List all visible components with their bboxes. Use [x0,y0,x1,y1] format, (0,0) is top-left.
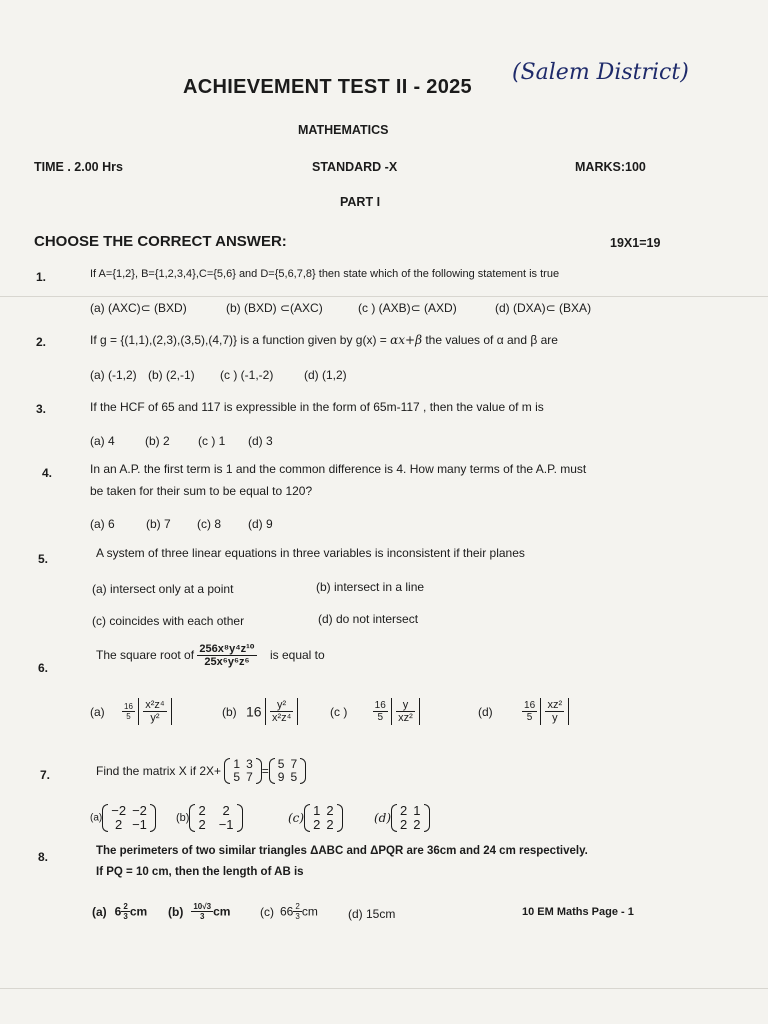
question-text-suffix: the values of α and β are [422,333,558,347]
matrix-cell: 2 [198,817,206,832]
question-text-line1: The perimeters of two similar triangles ΔABC and ΔPQR are 36cm and 24 cm respectively. [96,845,588,857]
expression-numerator: y [396,699,415,712]
part-label: PART I [340,195,381,209]
expression-denominator: y² [150,712,160,724]
option-label: (b) [168,904,184,919]
coefficient-numerator: 16 [124,702,133,711]
marks-label: MARKS:100 [575,160,646,174]
option-label: (a) [90,704,105,719]
option-d: (d) (1,2) [304,368,347,382]
option-b: (b) 2 [145,434,170,448]
option-label: (c ) [330,704,348,719]
coefficient-denominator: 5 [377,712,384,723]
section-marks: 19X1=19 [610,236,661,250]
function-expression: αx+β [390,333,423,347]
option-d [374,804,430,832]
fraction-numerator: 256x⁸y⁴z¹⁰ [199,643,255,655]
question-text [90,333,558,347]
option-label: (c) [260,904,274,919]
subject-heading: MATHEMATICS [298,123,389,137]
test-title: ACHIEVEMENT TEST II - 2025 [183,76,472,98]
whole-number: 6 [114,904,122,919]
expression-numerator: xz² [547,699,563,711]
matrix-cell: 2 [313,817,321,832]
matrix-cell: 1 [233,757,241,771]
unit: cm [129,904,148,919]
option-d: (d) 15cm [348,907,396,921]
option-label: (b) [176,812,190,824]
matrix-cell: 5 [290,770,298,784]
expression-fraction [396,699,415,724]
fraction-denominator: 25x⁶y⁶z⁶ [204,656,250,668]
question-text: If the HCF of 65 and 117 is expressible in the form of 65m-117 , then the value of m is [90,400,544,414]
question-text-prefix: Find the matrix X if 2X+ [96,764,222,778]
matrix-cell: 2 [222,803,230,818]
option-a: (a) 4 [90,434,115,448]
option-b [168,902,230,921]
fraction-denominator: 3 [123,912,128,921]
question-number: 6. [38,661,49,675]
matrix-cell: −1 [132,817,147,832]
coefficient-numerator: 16 [524,700,536,711]
option-label: (c) [288,811,305,825]
absolute-value [138,698,171,725]
option-d [478,698,569,725]
expression-numerator: x²z⁴ [145,699,165,711]
coefficient-denominator: 5 [126,712,131,721]
given-matrix [224,758,261,784]
coefficient-fraction [373,700,388,723]
option-a: (a) intersect only at a point [92,582,234,596]
option-matrix [304,804,342,832]
matrix-cell: 5 [277,757,285,771]
expression-fraction [545,699,564,724]
fraction-numerator: 2 [123,902,128,911]
unit: cm [301,904,318,919]
question-number: 8. [38,850,49,864]
fraction-part [293,902,301,921]
matrix-cell: 2 [326,803,334,818]
time-label: TIME . 2.00 Hrs [34,160,123,174]
option-b [176,804,243,832]
absolute-value [265,698,298,725]
matrix-cell: 2 [413,817,421,832]
option-label: (a) [92,904,107,919]
option-label: (b) [222,704,237,719]
option-b: (b) (2,-1) [148,368,195,382]
option-c: (c) 8 [197,517,221,531]
option-a [90,804,156,832]
option-c: (c ) (AXB)⊂ (AXD) [358,301,457,315]
option-b: (b) 7 [146,517,171,531]
whole-number: 66 [280,904,294,919]
question-text-line2: be taken for their sum to be equal to 120? [90,484,313,498]
expression-denominator: y [552,712,558,724]
question-text-line2: If PQ = 10 cm, then the length of AB is [96,866,304,878]
question-text-suffix: is equal to [269,648,325,662]
matrix-cell: 1 [313,803,321,818]
fraction-part [121,902,129,921]
option-a [92,902,147,921]
section-heading: CHOOSE THE CORRECT ANSWER: [34,233,287,250]
question-number: 1. [36,270,47,284]
option-c: (c ) 1 [198,434,226,448]
district-note: (Salem District) [512,60,689,85]
question-number: 3. [36,402,47,416]
radicand-fraction [197,642,256,668]
matrix-cell: 3 [246,757,253,771]
question-text: If A={1,2}, B={1,2,3,4},C={5,6} and D={5,6,7,8} then state which of the following statement is true [90,268,560,280]
matrix-cell: −2 [111,803,127,818]
matrix-cell: 1 [413,803,421,818]
option-d: (d) do not intersect [318,612,419,626]
matrix-cell: −1 [218,817,234,832]
option-matrix [391,804,429,832]
standard-label: STANDARD -X [312,160,398,174]
option-label: (d) [478,704,493,719]
fraction-numerator: 10√3 [193,902,212,911]
option-matrix [189,804,242,832]
question-number: 5. [38,552,49,566]
option-c: (c ) (-1,-2) [220,368,274,382]
option-d: (d) (DXA)⊂ (BXA) [495,301,592,315]
question-text: A system of three linear equations in three variables is inconsistent if their planes [96,546,525,560]
question-text [96,758,306,784]
option-d: (d) 3 [248,434,273,448]
matrix-cell: 7 [290,757,298,771]
option-a [90,698,172,725]
option-label: (a) [90,812,103,824]
coefficient-fraction [522,700,537,723]
matrix-cell: 5 [233,770,241,784]
matrix-cell: 2 [400,803,408,818]
coefficient-numerator: 16 [374,700,386,711]
option-d: (d) 9 [248,517,273,531]
matrix-cell: −2 [132,803,147,818]
coefficient-fraction [122,702,135,721]
expression-denominator: xz² [398,712,413,724]
fraction-part [191,902,213,921]
option-label: (d) [374,811,392,825]
matrix-cell: 7 [246,770,253,784]
option-b: (b) (BXD) ⊂(AXC) [226,301,323,315]
matrix-cell: 2 [198,803,206,818]
question-text [96,642,325,668]
option-matrix [102,804,156,832]
matrix-cell: 2 [400,817,408,832]
question-text-line1: In an A.P. the first term is 1 and the common difference is 4. How many terms of the A.P. must [90,462,587,476]
fraction-numerator: 2 [295,902,300,911]
question-number: 7. [40,768,51,782]
option-a: (a) (AXC)⊂ (BXD) [90,301,187,315]
matrix-cell: 2 [326,817,334,832]
question-number: 2. [36,335,47,349]
coefficient-denominator: 5 [526,712,533,723]
equals-sign: = [261,764,269,778]
fraction-denominator: 3 [199,912,205,921]
option-c [330,698,420,725]
absolute-value [540,698,569,725]
question-number: 4. [42,466,53,480]
question-text-prefix: If g = {(1,1),(2,3),(3,5),(4,7)} is a function given by g(x) = [90,333,391,347]
matrix-cell: 9 [277,770,285,784]
absolute-value [391,698,420,725]
coefficient: 16 [246,703,262,720]
expression-denominator: x²z⁴ [271,712,292,724]
page-footer: 10 EM Maths Page - 1 [522,906,634,918]
expression-fraction [143,699,166,724]
option-c [288,804,343,832]
option-c [260,902,318,921]
result-matrix [269,758,306,784]
matrix-cell: 2 [115,817,123,832]
expression-numerator: y² [270,699,293,712]
option-c: (c) coincides with each other [92,614,245,628]
option-a: (a) (-1,2) [90,368,137,382]
question-text-prefix: The square root of [96,648,195,662]
option-b: (b) intersect in a line [316,580,425,594]
option-b [222,698,298,725]
fraction-denominator: 3 [295,912,300,921]
expression-fraction [270,699,293,724]
option-a: (a) 6 [90,517,115,531]
unit: cm [213,904,231,919]
